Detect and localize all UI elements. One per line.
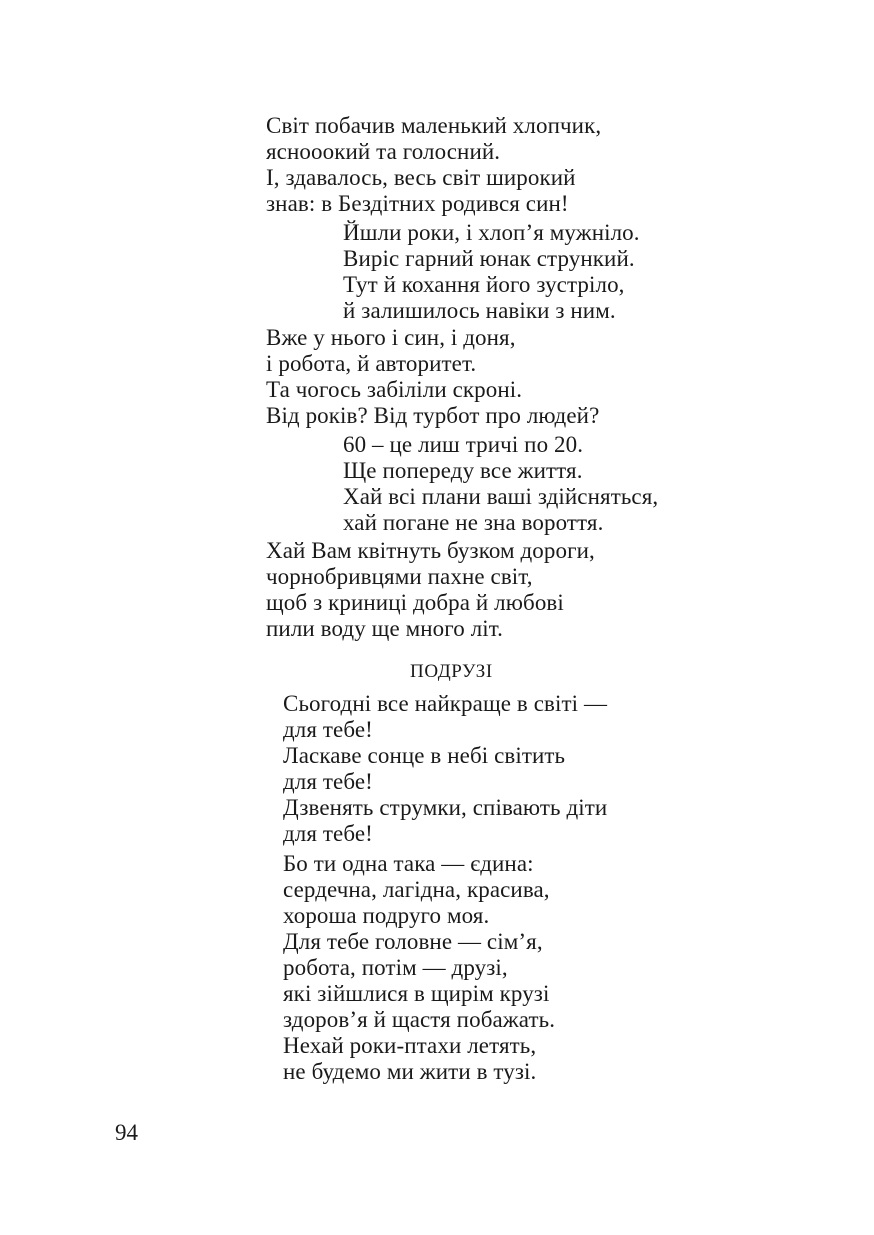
poem-line: Виріс гарний юнак стрункий. [343, 246, 635, 271]
poem-line: чорнобривцями пахне світ, [266, 564, 533, 589]
poem-line: Дзвенять струмки, співають діти [283, 795, 608, 820]
poem-line: Нехай роки-птахи летять, [283, 1033, 537, 1058]
poem-line: сердечна, лагідна, красива, [283, 877, 550, 902]
poem-line: для тебе! [283, 821, 373, 846]
poem-line: Світ побачив маленький хлопчик, [266, 113, 602, 138]
poem-line: для тебе! [283, 769, 373, 794]
poem-line: Бо ти одна така — єдина: [283, 851, 534, 876]
poem-line: не будемо ми жити в тузі. [283, 1059, 537, 1084]
poem-line: і робота, й авторитет. [266, 351, 477, 376]
poem-line: Ще попереду все життя. [343, 458, 583, 483]
poem-line: Від років? Від турбот про людей? [266, 403, 600, 428]
poem-line: пили воду ще много літ. [266, 616, 504, 641]
poem-line: й залишилось навіки з ним. [343, 298, 616, 323]
poem-line: здоров’я й щастя побажать. [283, 1007, 556, 1032]
poem-line: яснооокий та голосний. [266, 139, 501, 164]
poem-line: робота, потім — друзі, [283, 955, 508, 980]
poem-line: знав: в Бездітних родився син! [266, 191, 569, 216]
poem-line: Вже у нього і син, і доня, [266, 325, 516, 350]
poem-line: Та чогось забіліли скроні. [266, 377, 523, 402]
poem-line: хай погане не зна вороття. [343, 510, 604, 535]
poem-line: І, здавалось, весь світ широкий [266, 165, 576, 190]
poem-line: Тут й кохання його зустріло, [343, 272, 625, 297]
poem-line: щоб з криниці добра й любові [266, 590, 564, 615]
poem-line: Хай всі плани ваші здійсняться, [343, 484, 659, 509]
poem-line: Йшли роки, і хлоп’я мужніло. [343, 220, 640, 245]
poem-title: ПОДРУЗІ [410, 661, 493, 682]
poem-line: для тебе! [283, 717, 373, 742]
poem-line: Ласкаве сонце в небі світить [283, 743, 566, 768]
poem-line: Для тебе головне — сім’я, [283, 929, 543, 954]
poem-line: Хай Вам квітнуть бузком дороги, [266, 538, 595, 563]
poem-line: хороша подруго моя. [283, 903, 490, 928]
poem-line: 60 – це лиш тричі по 20. [343, 432, 584, 457]
poem-line: які зійшлися в щирім крузі [283, 981, 550, 1006]
page-number: 94 [115, 1120, 138, 1145]
poem-line: Сьогодні все найкраще в світі — [283, 691, 608, 716]
